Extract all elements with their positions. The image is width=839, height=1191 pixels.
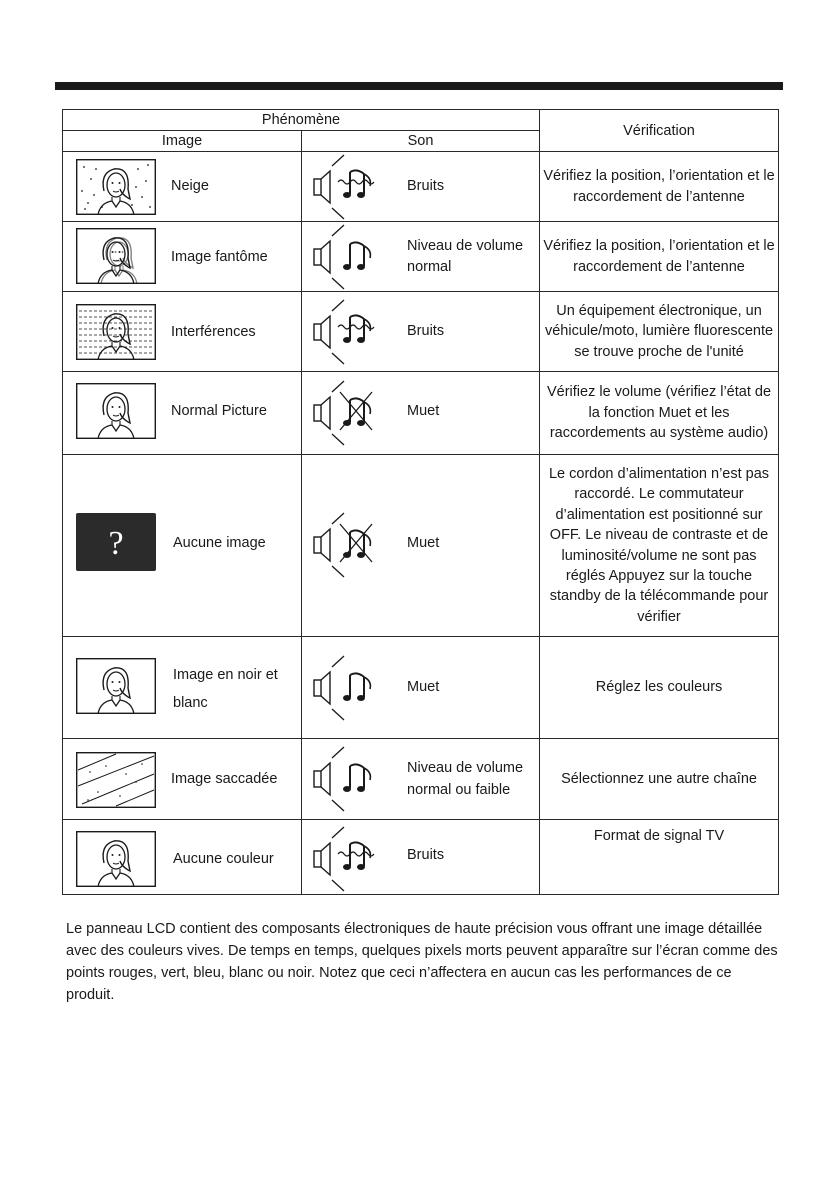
header-sound: Son bbox=[302, 131, 540, 152]
speaker-noisy-notes-icon bbox=[310, 297, 380, 367]
image-label: Image saccadée bbox=[171, 771, 278, 787]
speaker-notes-icon bbox=[310, 744, 380, 814]
verification-text: Sélectionnez une autre chaîne bbox=[540, 739, 779, 820]
table-row bbox=[63, 292, 779, 372]
verification-text: Un équipement électronique, un véhicule/moto, lumière fluorescente se trouve proche de l'unité bbox=[540, 292, 779, 372]
lcd-note: Le panneau LCD contient des composants électroniques de haute précision vous offrant une image détaillée avec des couleurs vives. De temps en temps, quelques pixels morts peuvent apparaître sur l’écran comme des points rouges, vert, bleu, blanc ou noir. Notez que ceci n’affectera en aucun cas les performances de ce produit. bbox=[66, 921, 778, 1003]
image-label: Aucune couleur bbox=[173, 851, 274, 867]
image-label: Neige bbox=[171, 178, 209, 194]
verification-text: Le cordon d’alimentation n’est pas raccordé. Le commutateur d’alimentation est positionné sur OFF. Le niveau de contraste et de luminosité/volume ne sont pas réglés Appuyez sur la touche standby de la télécommande pour vérifier bbox=[540, 455, 779, 637]
speaker-muted-notes-icon bbox=[310, 378, 380, 448]
tv-snow-portrait-icon bbox=[76, 159, 156, 215]
sound-label: Muet bbox=[407, 403, 440, 419]
verification-text: Vérifiez le volume (vérifiez l’état de la fonction Muet et les raccordements au système audio) bbox=[540, 372, 779, 455]
image-label: Image en noir et blanc bbox=[173, 667, 278, 711]
image-label: Normal Picture bbox=[171, 403, 267, 419]
sound-label: Niveau de volume normal bbox=[407, 238, 524, 275]
speaker-muted-notes-icon bbox=[310, 510, 380, 580]
header-rule bbox=[55, 82, 783, 90]
verification-text: Vérifiez la position, l’orientation et le raccordement de l’antenne bbox=[540, 152, 779, 222]
image-label: Interférences bbox=[171, 324, 256, 340]
sound-label: Bruits bbox=[407, 178, 445, 194]
table-row bbox=[63, 372, 779, 455]
speaker-noisy-notes-icon bbox=[310, 152, 380, 222]
tv-no-color-portrait-icon bbox=[76, 831, 156, 887]
image-label: Image fantôme bbox=[171, 249, 268, 265]
header-image: Image bbox=[63, 131, 302, 152]
troubleshooting-table bbox=[62, 109, 779, 895]
table-row bbox=[63, 820, 779, 895]
tv-normal-portrait-icon bbox=[76, 383, 156, 439]
verification-text: Format de signal TV bbox=[540, 820, 779, 895]
speaker-noisy-notes-icon bbox=[310, 824, 380, 894]
verification-text: Vérifiez la position, l’orientation et le raccordement de l’antenne bbox=[540, 222, 779, 292]
header-verification: Vérification bbox=[540, 110, 779, 152]
verification-text: Réglez les couleurs bbox=[540, 637, 779, 739]
tv-interference-portrait-icon bbox=[76, 304, 156, 360]
tv-black-white-portrait-icon bbox=[76, 658, 156, 714]
sound-label: Bruits bbox=[407, 323, 445, 339]
question-mark: ? bbox=[108, 525, 124, 562]
table-row bbox=[63, 455, 779, 637]
header-phenomenon: Phénomène bbox=[63, 110, 540, 131]
tv-jerky-stripes-icon bbox=[76, 752, 156, 808]
speaker-notes-icon bbox=[310, 222, 380, 292]
table-row bbox=[63, 739, 779, 820]
tv-question-mark-icon bbox=[76, 513, 156, 571]
sound-label: Muet bbox=[407, 535, 440, 551]
table-row bbox=[63, 152, 779, 222]
speaker-notes-icon bbox=[310, 653, 380, 723]
sound-label: Muet bbox=[407, 679, 440, 695]
image-label: Aucune image bbox=[173, 535, 266, 551]
sound-label: Niveau de volume normal ou faible bbox=[407, 760, 524, 798]
sound-label: Bruits bbox=[407, 847, 445, 863]
table-row bbox=[63, 222, 779, 292]
table-row bbox=[63, 637, 779, 739]
tv-ghost-portrait-icon bbox=[76, 228, 156, 284]
